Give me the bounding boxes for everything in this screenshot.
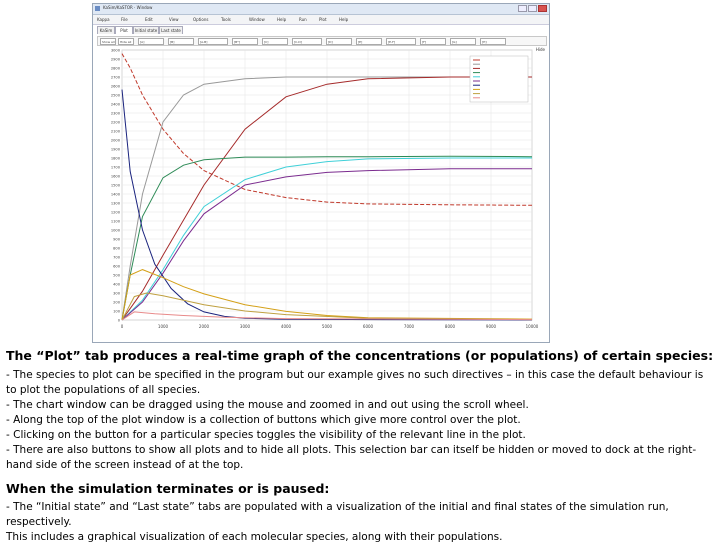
y-tick-label: 2900 xyxy=(110,57,120,62)
plot-tab-description xyxy=(6,368,714,473)
y-tick-label: 1100 xyxy=(110,219,120,224)
minimize-icon[interactable] xyxy=(518,5,527,12)
series-toggle-button[interactable]: [B*] xyxy=(232,38,258,45)
y-tick-label: 1700 xyxy=(110,165,120,170)
series-toggle-button[interactable]: [E] xyxy=(356,38,382,45)
menu-item[interactable]: File xyxy=(121,17,128,22)
hide-all-button[interactable]: Hide all xyxy=(118,38,134,45)
maximize-icon[interactable] xyxy=(528,5,537,12)
tab-initial-state[interactable]: Initial state xyxy=(134,28,158,33)
y-tick-label: 1200 xyxy=(110,210,120,215)
x-tick-label: 2000 xyxy=(198,324,210,329)
y-tick-label: 2500 xyxy=(110,93,120,98)
legend xyxy=(470,56,528,102)
menu-item[interactable]: Help xyxy=(277,17,287,22)
x-tick-label: 9000 xyxy=(485,324,497,329)
window-title: KaSim/KaSTOR · Window xyxy=(103,5,153,10)
menu-item[interactable]: Kappa xyxy=(97,17,110,22)
y-tick-label: 1000 xyxy=(110,228,120,233)
menu-item[interactable]: Run xyxy=(299,17,307,22)
y-tick-label: 1400 xyxy=(110,192,120,197)
series-toggle-button[interactable]: [C] xyxy=(262,38,288,45)
description-line: - There are also buttons to show all plots and to hide all plots. This selection bar can itself be hidden or moved to dock at the right-hand side of the screen instead of at the top. xyxy=(6,444,697,471)
y-tick-label: 200 xyxy=(113,300,120,305)
y-tick-label: 0 xyxy=(117,318,120,323)
y-tick-label: 2200 xyxy=(110,120,120,125)
menu-item[interactable]: Window xyxy=(249,17,265,22)
series-toggle-button[interactable]: [A] xyxy=(138,38,164,45)
y-tick-label: 3000 xyxy=(110,48,120,53)
menu-item[interactable]: Options xyxy=(193,17,209,22)
y-tick-label: 600 xyxy=(113,264,120,269)
series-toggle-button[interactable]: [E-F] xyxy=(386,38,416,45)
series-toggle-button[interactable]: [A-B] xyxy=(198,38,228,45)
series-toggle-button[interactable]: [C-D] xyxy=(292,38,322,45)
population-plot[interactable] xyxy=(96,46,544,338)
y-tick-label: 500 xyxy=(113,273,120,278)
x-tick-label: 1000 xyxy=(157,324,169,329)
y-tick-label: 800 xyxy=(113,246,120,251)
y-tick-label: 300 xyxy=(113,291,120,296)
y-tick-label: 1300 xyxy=(110,201,120,206)
tab-last-state[interactable]: Last state xyxy=(159,26,183,34)
description-line: - The species to plot can be specified in the program but our example gives no such directives – in this case the default behaviour is to plot the populations of all species. xyxy=(6,369,704,396)
hide-selection-bar-button[interactable]: Hide xyxy=(535,47,545,52)
app-icon xyxy=(95,6,100,11)
y-tick-label: 1800 xyxy=(110,156,120,161)
simulation-paused-description xyxy=(6,500,714,545)
series-selection-bar xyxy=(97,36,547,46)
y-tick-label: 2800 xyxy=(110,66,120,71)
heading-plot-tab: The “Plot” tab produces a real-time graph of the concentrations (or populations) of certain species: xyxy=(6,348,714,363)
series-toggle-button[interactable]: [G] xyxy=(450,38,476,45)
description-line: This includes a graphical visualization of each molecular species, along with their populations. xyxy=(6,531,503,543)
y-tick-label: 1500 xyxy=(110,183,120,188)
description-line: - Clicking on the button for a particular species toggles the visibility of the relevant line in the plot. xyxy=(6,429,526,441)
y-tick-label: 2000 xyxy=(110,138,120,143)
show-all-button[interactable]: Show all xyxy=(102,40,115,44)
y-tick-label: 1600 xyxy=(110,174,120,179)
menu-item[interactable]: Help xyxy=(339,17,349,22)
x-tick-label: 5000 xyxy=(321,324,333,329)
series-toggle-button[interactable]: [D] xyxy=(326,38,352,45)
series-toggle-button[interactable]: [B] xyxy=(168,38,194,45)
x-tick-label: 10000 xyxy=(525,324,539,329)
y-tick-label: 900 xyxy=(113,237,120,242)
title-bar xyxy=(93,4,549,15)
y-tick-label: 1900 xyxy=(110,147,120,152)
y-tick-label: 2100 xyxy=(110,129,120,134)
description-line: - The “Initial state” and “Last state” tabs are populated with a visualization of the initial and final states of the simulation run, respectively. xyxy=(6,501,669,528)
tab-plot[interactable]: Plot xyxy=(115,26,133,34)
series-toggle-button[interactable]: [H] xyxy=(480,38,506,45)
y-tick-label: 2700 xyxy=(110,75,120,80)
close-icon[interactable] xyxy=(538,5,547,12)
x-tick-label: 3000 xyxy=(239,324,251,329)
series-toggle-button[interactable]: [F] xyxy=(420,38,446,45)
x-tick-label: 6000 xyxy=(362,324,374,329)
y-tick-label: 700 xyxy=(113,255,120,260)
y-tick-label: 2600 xyxy=(110,84,120,89)
menu-item[interactable]: Tools xyxy=(221,17,231,22)
heading-simulation-paused: When the simulation terminates or is paused: xyxy=(6,481,330,496)
description-line: - Along the top of the plot window is a collection of buttons which give more control over the plot. xyxy=(6,414,521,426)
x-tick-label: 0 xyxy=(120,324,124,329)
y-tick-label: 2300 xyxy=(110,111,120,116)
x-tick-label: 8000 xyxy=(444,324,456,329)
y-tick-label: 100 xyxy=(113,309,120,314)
y-tick-label: 400 xyxy=(113,282,120,287)
x-tick-label: 7000 xyxy=(403,324,415,329)
menu-item[interactable]: View xyxy=(169,17,179,22)
description-line: - The chart window can be dragged using the mouse and zoomed in and out using the scroll wheel. xyxy=(6,399,529,411)
menu-item[interactable]: Plot xyxy=(319,17,327,22)
menu-item[interactable]: Edit xyxy=(145,17,153,22)
x-tick-label: 4000 xyxy=(280,324,292,329)
y-tick-label: 2400 xyxy=(110,102,120,107)
tab-kasim[interactable]: KaSim xyxy=(97,26,115,34)
menu-bar xyxy=(93,15,549,25)
